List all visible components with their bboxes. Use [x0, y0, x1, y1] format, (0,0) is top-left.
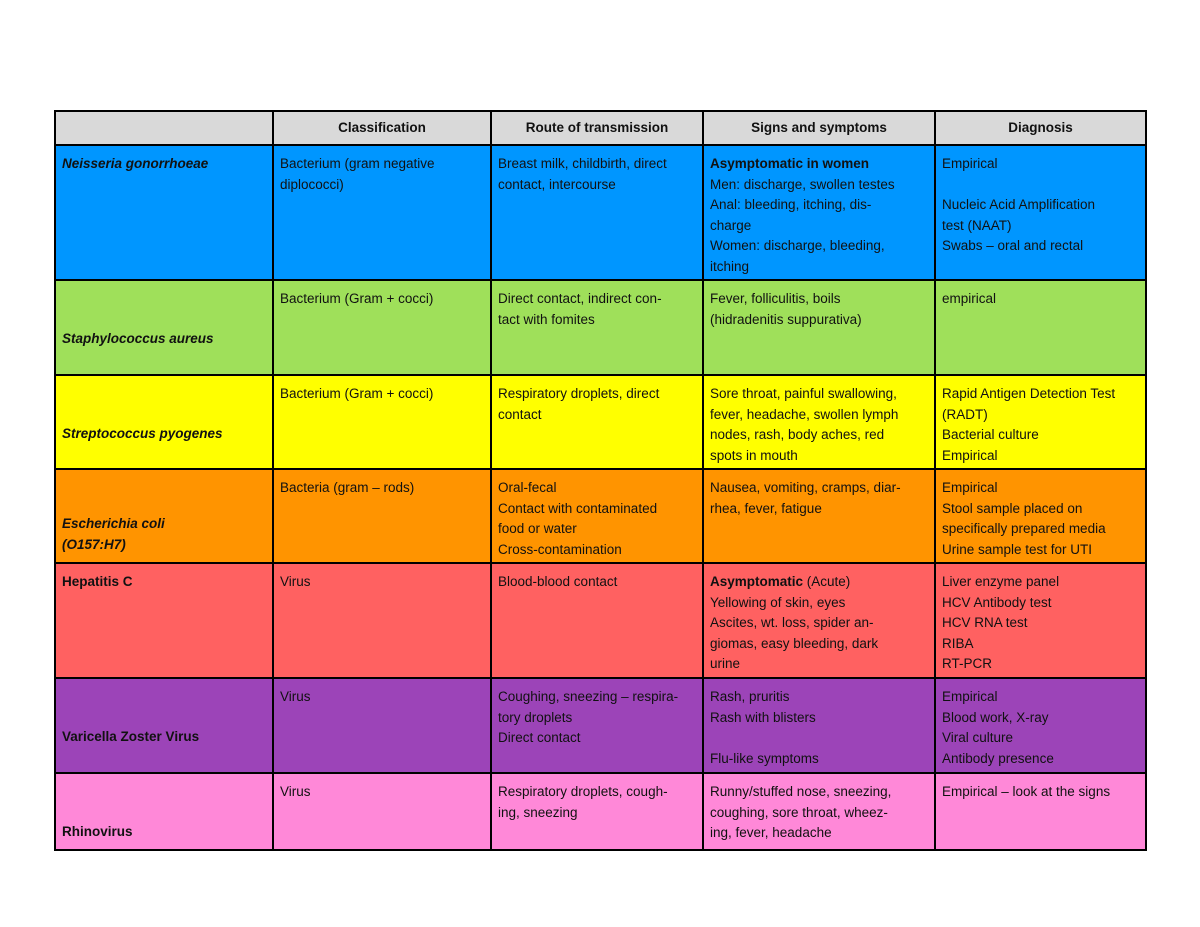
- cell-line: Cross-contamination: [498, 541, 622, 557]
- cell-line: Flu-like symptoms: [710, 750, 819, 766]
- cell-line: HCV Antibody test: [942, 594, 1052, 610]
- classification-cell: [273, 773, 491, 850]
- organism-name-cell: [55, 773, 273, 850]
- classification-cell: [273, 280, 491, 375]
- cell-line: Respiratory droplets, cough-: [498, 784, 668, 799]
- table-row: [55, 563, 1146, 678]
- organism-name: Staphylococcus aureus: [62, 331, 214, 346]
- cell-line: Empirical: [942, 447, 998, 463]
- cell-line: Empirical: [942, 156, 998, 171]
- cell-line: Nucleic Acid Amplification: [942, 197, 1096, 212]
- cell-line: contact, intercourse: [498, 176, 616, 192]
- pathogen-table: [54, 110, 1147, 851]
- cell-line: food or water: [498, 521, 577, 536]
- diagnosis-cell: [935, 375, 1146, 469]
- organism-name-cell: [55, 145, 273, 280]
- organism-name-cell: [55, 469, 273, 563]
- header-corner-cell: [55, 111, 273, 145]
- table-row: [55, 773, 1146, 850]
- cell-line: nodes, rash, body aches, red: [710, 427, 885, 442]
- cell-line: Swabs – oral and rectal: [942, 238, 1084, 253]
- diagnosis-cell: [935, 678, 1146, 773]
- organism-name: Escherichia coli: [62, 516, 165, 531]
- text: (Acute): [803, 574, 851, 589]
- route-cell: [491, 773, 703, 850]
- cell-line: Antibody presence: [942, 750, 1054, 766]
- cell-line: Empirical: [942, 689, 998, 704]
- cell-line: Bacterium (Gram + cocci): [280, 386, 434, 401]
- cell-line: Blood work, X-ray: [942, 709, 1049, 725]
- cell-line: Bacterium (Gram + cocci): [280, 291, 434, 306]
- cell-line: empirical: [942, 291, 997, 306]
- organism-name: Neisseria gonorrhoeae: [62, 156, 209, 171]
- cell-line: RT-PCR: [942, 656, 993, 671]
- signs-cell: [703, 563, 935, 678]
- cell-line: RIBA: [942, 635, 974, 651]
- cell-line: Bacterium (gram negative: [280, 156, 435, 171]
- cell-line: Urine sample test for UTI: [942, 541, 1093, 557]
- organism-name-cell: [55, 678, 273, 773]
- organism-name: Varicella Zoster Virus: [62, 729, 200, 744]
- organism-name: Hepatitis C: [62, 574, 133, 589]
- cell-line: fever, headache, swollen lymph: [710, 406, 899, 422]
- organism-name-cell: [55, 375, 273, 469]
- signs-cell: [703, 469, 935, 563]
- cell-line: Empirical: [942, 480, 998, 495]
- cell-line: Direct contact: [498, 730, 581, 745]
- cell-line: HCV RNA test: [942, 615, 1028, 630]
- cell-line: Respiratory droplets, direct: [498, 386, 660, 401]
- cell-line: Sore throat, painful swallowing,: [710, 386, 897, 401]
- cell-line: ing, fever, headache: [710, 825, 832, 840]
- route-cell: [491, 280, 703, 375]
- cell-line: coughing, sore throat, wheez-: [710, 804, 888, 820]
- cell-line: urine: [710, 656, 741, 671]
- classification-cell: [273, 678, 491, 773]
- signs-cell: [703, 145, 935, 280]
- cell-line: Contact with contaminated: [498, 500, 658, 516]
- cell-line: Oral-fecal: [498, 480, 557, 495]
- header-diagnosis: Diagnosis: [935, 111, 1146, 145]
- cell-line: itching: [710, 258, 750, 274]
- cell-line: ing, sneezing: [498, 804, 578, 820]
- cell-line: Virus: [280, 574, 311, 589]
- header-classification: Classification: [273, 111, 491, 145]
- bold-text: Asymptomatic: [710, 574, 804, 589]
- cell-line: Bacterial culture: [942, 427, 1039, 442]
- cell-line: diplococci): [280, 176, 344, 192]
- classification-cell: [273, 375, 491, 469]
- signs-cell: [703, 678, 935, 773]
- cell-line: tory droplets: [498, 709, 573, 725]
- cell-line: test (NAAT): [942, 217, 1012, 233]
- cell-line: Virus: [280, 784, 311, 799]
- cell-line: charge: [710, 217, 752, 233]
- diagnosis-cell: [935, 145, 1146, 280]
- cell-line: (RADT): [942, 406, 988, 422]
- blank-line: [710, 728, 928, 749]
- blank-line: [942, 175, 1139, 196]
- cell-line: Bacteria (gram – rods): [280, 480, 415, 495]
- diagnosis-cell: [935, 469, 1146, 563]
- route-cell: [491, 678, 703, 773]
- diagnosis-cell: [935, 563, 1146, 678]
- cell-line: Coughing, sneezing – respira-: [498, 689, 679, 704]
- cell-line: Breast milk, childbirth, direct: [498, 156, 667, 171]
- signs-cell: [703, 773, 935, 850]
- diagnosis-cell: [935, 280, 1146, 375]
- signs-cell: [703, 280, 935, 375]
- organism-name: Streptococcus pyogenes: [62, 426, 223, 441]
- table-row: [55, 280, 1146, 375]
- cell-line: Virus: [280, 689, 311, 704]
- cell-line: Asymptomatic in women: [710, 156, 870, 171]
- cell-line: Blood-blood contact: [498, 574, 618, 589]
- diagnosis-cell: [935, 773, 1146, 850]
- cell-line: specifically prepared media: [942, 521, 1106, 536]
- organism-name: Rhinovirus: [62, 824, 133, 839]
- table-row: [55, 678, 1146, 773]
- classification-cell: [273, 563, 491, 678]
- cell-line: giomas, easy bleeding, dark: [710, 635, 879, 651]
- cell-line: Empirical – look at the signs: [942, 784, 1111, 799]
- cell-line: Stool sample placed on: [942, 500, 1083, 516]
- cell-line: Fever, folliculitis, boils: [710, 291, 841, 306]
- cell-line: Runny/stuffed nose, sneezing,: [710, 784, 892, 799]
- table-row: [55, 145, 1146, 280]
- header-signs: Signs and symptoms: [703, 111, 935, 145]
- table-row: [55, 375, 1146, 469]
- cell-line: Liver enzyme panel: [942, 574, 1060, 589]
- cell-line: Rash, pruritis: [710, 689, 790, 704]
- cell-line: (hidradenitis suppurativa): [710, 311, 862, 327]
- classification-cell: [273, 469, 491, 563]
- classification-cell: [273, 145, 491, 280]
- route-cell: [491, 563, 703, 678]
- cell-line: Viral culture: [942, 730, 1014, 745]
- table-row: [55, 469, 1146, 563]
- cell-line: Rapid Antigen Detection Test: [942, 386, 1116, 401]
- organism-strain: (O157:H7): [62, 536, 126, 552]
- cell-line: [710, 572, 928, 593]
- cell-line: Rash with blisters: [710, 709, 816, 725]
- cell-line: Direct contact, indirect con-: [498, 291, 662, 306]
- route-cell: [491, 469, 703, 563]
- route-cell: [491, 375, 703, 469]
- header-route: Route of transmission: [491, 111, 703, 145]
- cell-line: Women: discharge, bleeding,: [710, 238, 885, 253]
- cell-line: Ascites, wt. loss, spider an-: [710, 615, 874, 630]
- route-cell: [491, 145, 703, 280]
- cell-line: rhea, fever, fatigue: [710, 500, 822, 516]
- organism-name-cell: [55, 280, 273, 375]
- header-row: [55, 111, 1146, 145]
- cell-line: tact with fomites: [498, 311, 595, 327]
- cell-line: Anal: bleeding, itching, dis-: [710, 197, 872, 212]
- cell-line: contact: [498, 406, 542, 422]
- signs-cell: [703, 375, 935, 469]
- cell-line: Nausea, vomiting, cramps, diar-: [710, 480, 901, 495]
- organism-name-cell: [55, 563, 273, 678]
- cell-line: Men: discharge, swollen testes: [710, 176, 895, 192]
- cell-line: Yellowing of skin, eyes: [710, 594, 846, 610]
- cell-line: spots in mouth: [710, 447, 798, 463]
